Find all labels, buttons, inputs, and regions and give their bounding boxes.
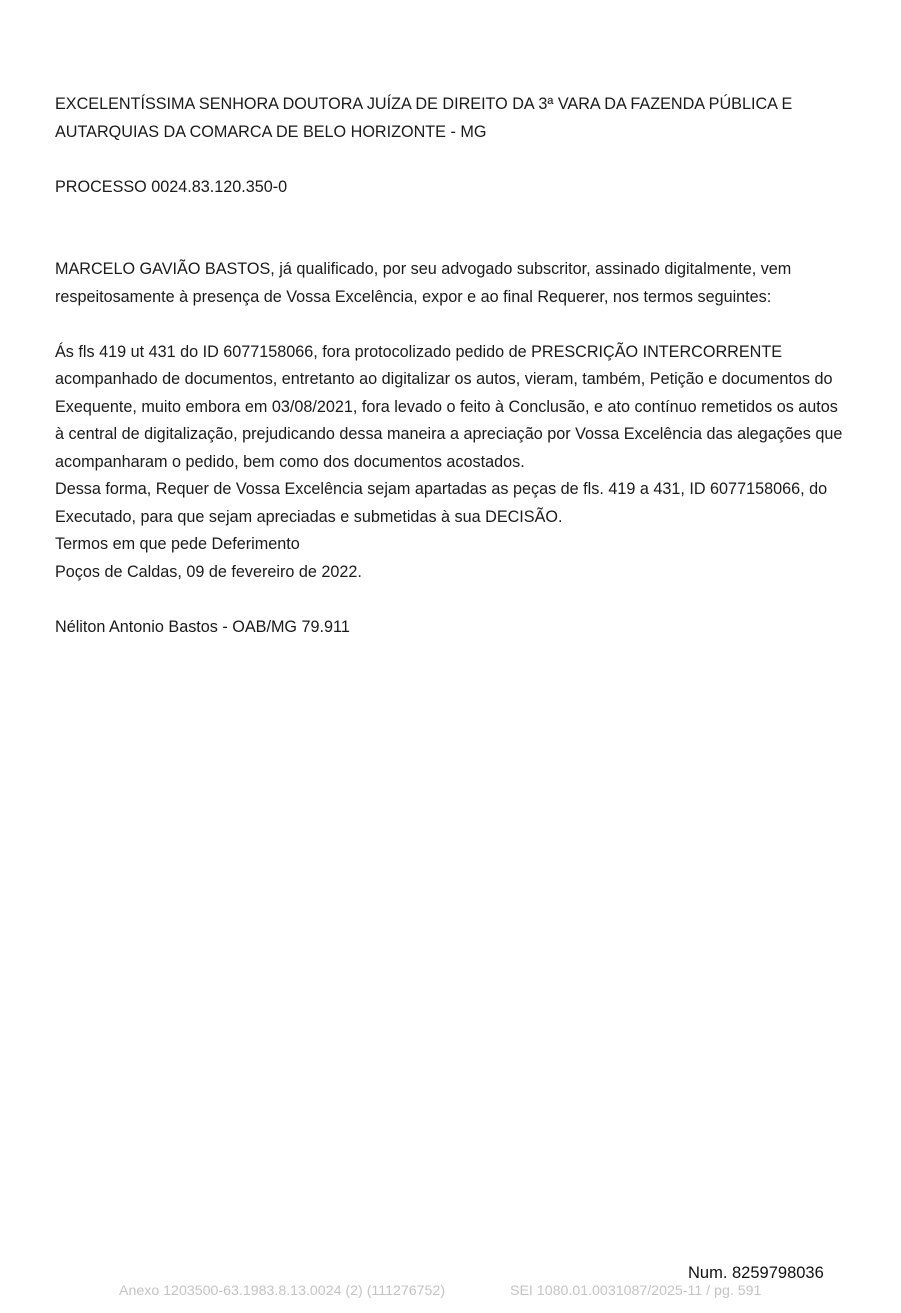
place-date: Poços de Caldas, 09 de fevereiro de 2022.	[55, 562, 362, 581]
address-heading: EXCELENTÍSSIMA SENHORA DOUTORA JUÍZA DE DIREITO DA 3ª VARA DA FAZENDA PÚBLICA E AUTARQUIAS DA COMARCA DE BELO HORIZONTE - MG	[55, 95, 793, 141]
spacer	[55, 201, 846, 256]
spacer	[55, 146, 846, 174]
signature-line: Néliton Antonio Bastos - OAB/MG 79.911	[55, 617, 350, 636]
document-page	[55, 91, 846, 641]
spacer	[55, 311, 846, 339]
request-paragraph: Dessa forma, Requer de Vossa Excelência sejam apartadas as peças de fls. 419 a 431, ID 6077158066, do Executado, para que sejam apreciadas e submetidas à sua DECISÃO.	[55, 480, 828, 526]
spacer	[55, 586, 846, 614]
document-number: Num. 8259798036	[688, 1264, 824, 1282]
process-number: PROCESSO 0024.83.120.350-0	[55, 177, 288, 196]
intro-paragraph: MARCELO GAVIÃO BASTOS, já qualificado, por seu advogado subscritor, assinado digitalmente, vem respeitosamente à presença de Vossa Excelência, expor e ao final Requerer, nos termos seguintes:	[55, 260, 792, 306]
closing-line: Termos em que pede Deferimento	[55, 535, 300, 553]
footer-sei: SEI 1080.01.0031087/2025-11 / pg. 591	[510, 1283, 762, 1299]
body-paragraph: Ás fls 419 ut 431 do ID 6077158066, fora protocolizado pedido de PRESCRIÇÃO INTERCORRENTE acompanhado de documentos, entretanto ao digitalizar os autos, vieram, também, Petição e documentos do Exequente, muito embora em 03/08/2021, fora levado o feito à Conclusão, e ato contínuo remetidos os autos à central de digitalização, prejudicando dessa maneira a apreciação por Vossa Excelência das alegações que acompanharam o pedido, bem como dos documentos acostados.	[55, 342, 843, 471]
footer-annex: Anexo 1203500-63.1983.8.13.0024 (2) (111276752)	[119, 1283, 446, 1299]
